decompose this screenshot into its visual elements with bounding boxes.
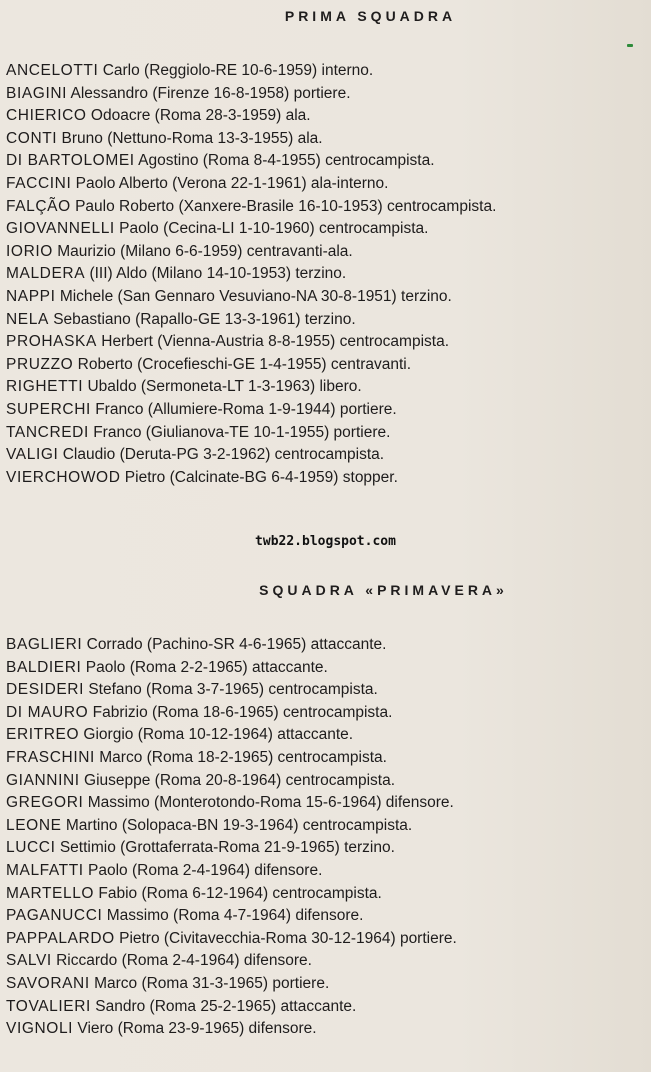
- player-surname: NAPPI: [6, 287, 56, 305]
- player-details: Claudio (Deruta-PG 3-2-1962) centrocampista.: [58, 446, 385, 464]
- player-entry: [6, 399, 496, 422]
- player-surname: FRASCHINI: [6, 748, 95, 766]
- green-mark: [627, 44, 633, 47]
- player-entry: [6, 105, 496, 128]
- player-entry: [6, 173, 496, 196]
- player-entry: [6, 376, 496, 399]
- player-entry: [6, 883, 457, 906]
- player-entry: [6, 973, 457, 996]
- player-surname: CONTI: [6, 129, 58, 147]
- player-details: Franco (Giulianova-TE 10-1-1955) portiere.: [88, 423, 391, 441]
- player-details: Marco (Roma 31-3-1965) portiere.: [89, 974, 330, 992]
- player-details: Pietro (Civitavecchia-Roma 30-12-1964) portiere.: [114, 929, 457, 947]
- player-entry: [6, 331, 496, 354]
- player-details: Paolo (Roma 2-4-1964) difensore.: [83, 861, 323, 879]
- player-entry: [6, 83, 496, 106]
- player-surname: IORIO: [6, 242, 53, 260]
- player-surname: CHIERICO: [6, 107, 87, 125]
- primavera-heading: SQUADRA «PRIMAVERA»: [259, 582, 508, 598]
- player-entry: [6, 263, 496, 286]
- player-entry: [6, 950, 457, 973]
- player-entry: [6, 60, 496, 83]
- player-surname: SALVI: [6, 952, 52, 970]
- player-details: Paolo (Roma 2-2-1965) attaccante.: [81, 658, 328, 676]
- player-surname: GIANNINI: [6, 771, 80, 789]
- player-entry: [6, 928, 457, 951]
- player-entry: [6, 747, 457, 770]
- primavera-list: [6, 634, 457, 1041]
- player-details: Settimio (Grottaferrata-Roma 21-9-1965) terzino.: [55, 839, 395, 857]
- player-details: Odoacre (Roma 28-3-1959) ala.: [86, 107, 311, 125]
- prima-squadra-heading: PRIMA SQUADRA: [284, 8, 457, 24]
- player-surname: SAVORANI: [6, 974, 90, 992]
- player-details: Sandro (Roma 25-2-1965) attaccante.: [90, 997, 357, 1015]
- player-surname: PROHASKA: [6, 333, 97, 351]
- player-surname: DESIDERI: [6, 681, 85, 699]
- player-details: Fabio (Roma 6-12-1964) centrocampista.: [94, 884, 382, 902]
- player-details: Pietro (Calcinate-BG 6-4-1959) stopper.: [120, 468, 398, 486]
- player-entry: [6, 128, 496, 151]
- player-surname: PAGANUCCI: [6, 907, 103, 925]
- player-entry: [6, 860, 457, 883]
- player-details: Carlo (Reggiolo-RE 10-6-1959) interno.: [98, 62, 374, 79]
- player-surname: TOVALIERI: [6, 997, 91, 1015]
- player-details: Agostino (Roma 8-4-1955) centrocampista.: [134, 152, 435, 170]
- watermark-text: twb22.blogspot.com: [255, 534, 396, 549]
- player-entry: [6, 905, 457, 928]
- player-surname: RIGHETTI: [6, 378, 84, 396]
- player-surname: VALIGI: [6, 446, 59, 464]
- player-entry: [6, 770, 457, 793]
- player-surname: DI BARTOLOMEI: [6, 152, 135, 170]
- player-surname: SUPERCHI: [6, 400, 91, 418]
- player-surname: FALÇÃO: [6, 197, 71, 215]
- player-entry: [6, 792, 457, 815]
- player-details: Martino (Solopaca-BN 19-3-1964) centrocampista.: [61, 816, 413, 834]
- player-entry: [6, 467, 496, 490]
- player-details: Marco (Roma 18-2-1965) centrocampista.: [94, 748, 387, 766]
- player-surname: DI MAURO: [6, 703, 89, 721]
- player-surname: PAPPALARDO: [6, 929, 115, 947]
- player-surname: FACCINI: [6, 174, 72, 192]
- player-surname: BALDIERI: [6, 658, 82, 676]
- player-entry: [6, 422, 496, 445]
- player-entry: [6, 196, 496, 219]
- player-surname: PRUZZO: [6, 355, 74, 373]
- player-surname: LEONE: [6, 816, 62, 834]
- player-surname: MALFATTI: [6, 861, 84, 879]
- player-surname: VIERCHOWOD: [6, 468, 121, 486]
- player-entry: [6, 837, 457, 860]
- player-entry: [6, 218, 496, 241]
- player-details: Massimo (Roma 4-7-1964) difensore.: [102, 907, 364, 925]
- player-surname: BAGLIERI: [6, 636, 83, 653]
- player-entry: [6, 996, 457, 1019]
- player-entry: [6, 354, 496, 377]
- player-surname: MALDERA: [6, 265, 86, 283]
- player-surname: TANCREDI: [6, 423, 89, 441]
- player-details: Franco (Allumiere-Roma 1-9-1944) portiere.: [90, 400, 397, 418]
- player-entry: [6, 286, 496, 309]
- player-details: Sebastiano (Rapallo-GE 13-3-1961) terzino.: [48, 310, 356, 328]
- player-entry: [6, 309, 496, 332]
- player-details: Giuseppe (Roma 20-8-1964) centrocampista.: [79, 771, 396, 789]
- player-details: Alessandro (Firenze 16-8-1958) portiere.: [67, 84, 351, 102]
- player-details: Viero (Roma 23-9-1965) difensore.: [73, 1020, 317, 1038]
- player-surname: NELA: [6, 310, 49, 328]
- player-details: Riccardo (Roma 2-4-1964) difensore.: [51, 952, 312, 970]
- player-details: Bruno (Nettuno-Roma 13-3-1955) ala.: [57, 129, 323, 147]
- player-entry: [6, 150, 496, 173]
- player-details: Herbert (Vienna-Austria 8-8-1955) centrocampista.: [96, 333, 450, 351]
- player-details: Paolo Alberto (Verona 22-1-1961) ala-interno.: [71, 174, 389, 192]
- player-entry: [6, 444, 496, 467]
- player-details: Stefano (Roma 3-7-1965) centrocampista.: [84, 681, 378, 699]
- player-details: Paulo Roberto (Xanxere-Brasile 16-10-1953) centrocampista.: [70, 197, 497, 215]
- player-entry: [6, 1018, 457, 1041]
- player-entry: [6, 702, 457, 725]
- player-surname: ANCELOTTI: [6, 62, 99, 79]
- player-entry: [6, 657, 457, 680]
- player-entry: [6, 815, 457, 838]
- player-surname: GIOVANNELLI: [6, 220, 115, 238]
- player-details: Fabrizio (Roma 18-6-1965) centrocampista.: [88, 703, 393, 721]
- player-details: Maurizio (Milano 6-6-1959) centravanti-ala.: [52, 242, 353, 260]
- player-surname: LUCCI: [6, 839, 56, 857]
- player-entry: [6, 634, 457, 657]
- player-entry: [6, 679, 457, 702]
- player-details: Michele (San Gennaro Vesuviano-NA 30-8-1951) terzino.: [55, 287, 452, 305]
- player-surname: MARTELLO: [6, 884, 95, 902]
- player-details: Massimo (Monterotondo-Roma 15-6-1964) difensore.: [83, 794, 454, 812]
- player-details: Roberto (Crocefieschi-GE 1-4-1955) centravanti.: [73, 355, 412, 373]
- player-surname: BIAGINI: [6, 84, 68, 102]
- player-entry: [6, 241, 496, 264]
- player-details: (III) Aldo (Milano 14-10-1953) terzino.: [85, 265, 347, 283]
- prima-squadra-list: [6, 60, 496, 489]
- player-surname: VIGNOLI: [6, 1020, 74, 1038]
- player-entry: [6, 724, 457, 747]
- player-surname: ERITREO: [6, 726, 80, 744]
- player-details: Giorgio (Roma 10-12-1964) attaccante.: [79, 726, 354, 744]
- player-details: Corrado (Pachino-SR 4-6-1965) attaccante.: [82, 636, 387, 653]
- player-details: Paolo (Cecina-LI 1-10-1960) centrocampista.: [114, 220, 429, 238]
- player-details: Ubaldo (Sermoneta-LT 1-3-1963) libero.: [83, 378, 362, 396]
- player-surname: GREGORI: [6, 794, 84, 812]
